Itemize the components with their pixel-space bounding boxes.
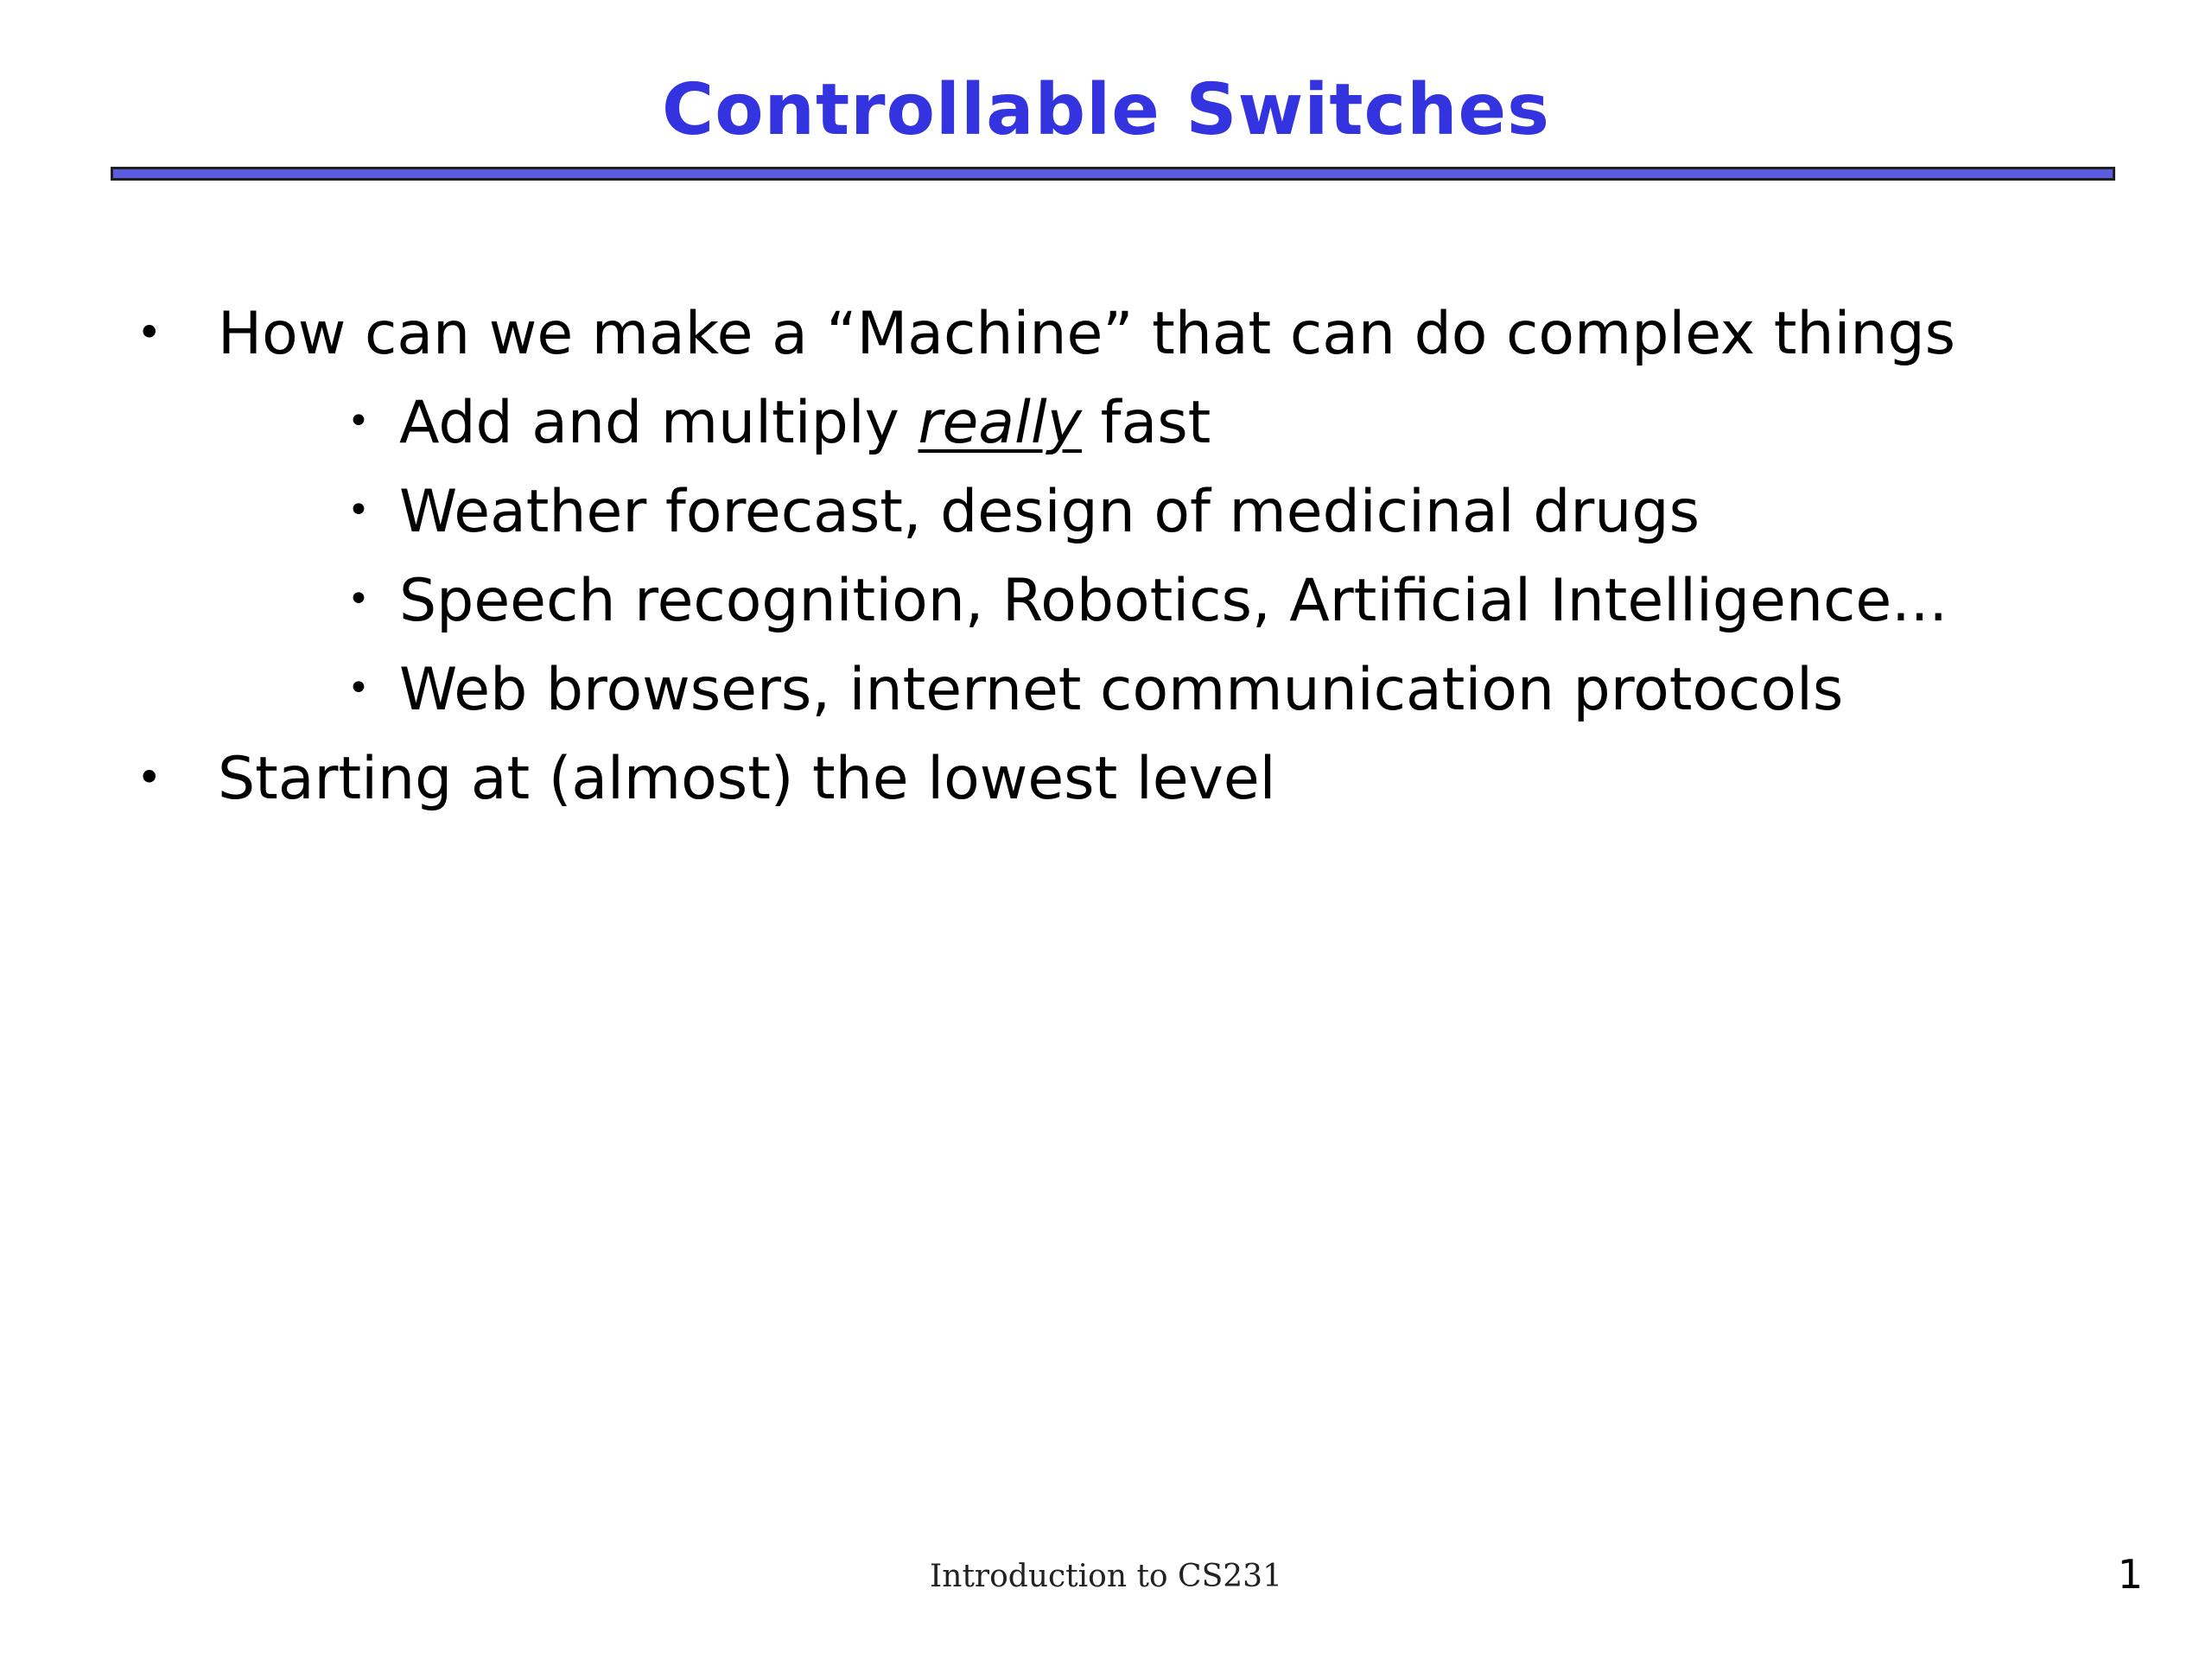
sub-bullet-marker: • xyxy=(347,666,370,710)
sub-bullet-text-post: fast xyxy=(1082,389,1211,457)
bullet-item: How can we make a “Machine” that can do complex things xyxy=(218,300,1956,368)
bullet-marker: • xyxy=(137,753,162,803)
sub-bullet-item: Web browsers, internet communication protocols xyxy=(399,656,1844,724)
emphasis-text: really xyxy=(918,389,1083,457)
slide-title: Controllable Switches xyxy=(662,69,1550,151)
bullet-item: Starting at (almost) the lowest level xyxy=(218,745,1276,813)
sub-bullet-text-pre: Add and multiply xyxy=(399,389,918,457)
bullet-marker: • xyxy=(137,308,162,358)
sub-bullet-marker: • xyxy=(347,399,370,443)
page-number: 1 xyxy=(2117,1551,2143,1598)
sub-bullet-marker: • xyxy=(347,488,370,532)
title-divider xyxy=(111,167,2115,181)
sub-bullet-item: Weather forecast, design of medicinal drugs xyxy=(399,478,1700,546)
sub-bullet-item: Speech recognition, Robotics, Artificial Intelligence... xyxy=(399,567,1948,635)
sub-bullet-marker: • xyxy=(347,577,370,621)
slide-footer: Introduction to CS231 xyxy=(930,1559,1282,1594)
sub-bullet-item xyxy=(399,385,1211,462)
